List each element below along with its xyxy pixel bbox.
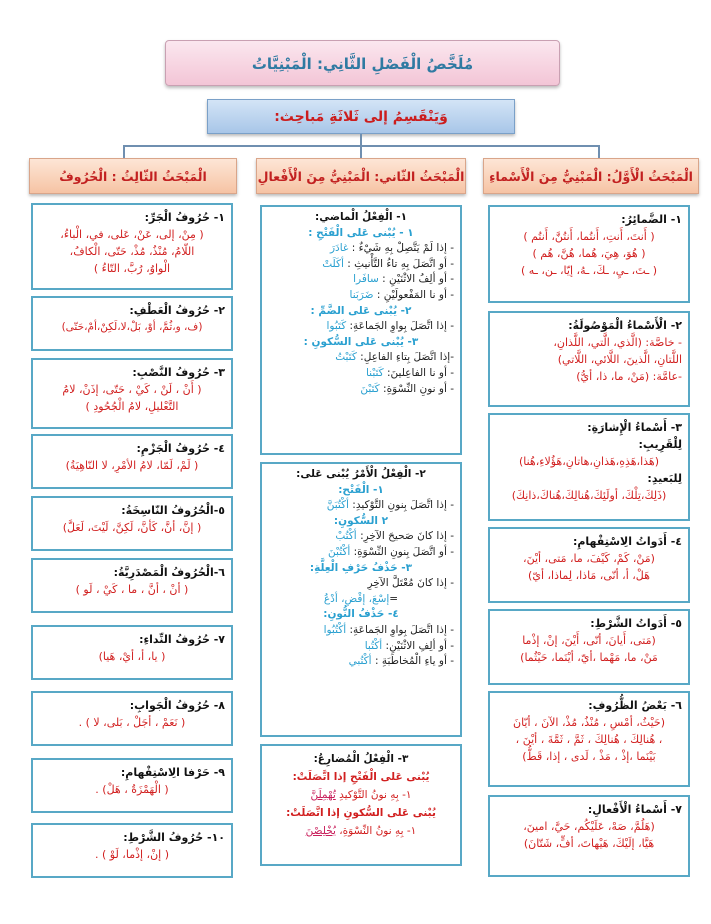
box-line: ( إنَّ، أنَّ، كَأنَّ، لَكِنَّ، لَيْتَ، لَعَلَّ)	[62, 521, 202, 534]
box-heading: ٧- أَسْماءُ الْأَفْعالِ:	[587, 803, 682, 816]
box-line: ( الْهَمْزَةُ ، هَلْ) .	[95, 783, 169, 796]
box-heading: ٨- حُرُوفُ الْجَوابِ:	[129, 699, 225, 712]
far-label: لِلبَعيدِ:	[647, 472, 682, 485]
rule-item: ١- بِهِ نونُ التَّوْكيدِ تُهْمِلَنَّ	[310, 789, 412, 801]
column-header-letters: الْمَبْحَثُ الثّالِثُ : الْحُرُوفُ	[29, 158, 237, 194]
box-heading: ٤- حُرُوفُ الْجَزْمِ:	[136, 442, 225, 455]
connector-line	[360, 145, 362, 158]
box-line: (ذَلِكَ،تِلْكَ، أولَئِكَ،هُنالِكَ،هُناكَ،ذانِكَ)	[511, 489, 667, 502]
rule-heading: يُبْنى عَلى الْفَتْحِ إذا اتَّصَلَتْ:	[292, 771, 430, 783]
box-line: ( يا، أ، أيْ، هَيا)	[98, 650, 166, 663]
box-heading: ٥- أَدَواتُ الشَّرْطِ:	[590, 617, 682, 630]
box-line: ( هُوَ، هِيَ، هُما، هُنَّ، هُم )	[532, 247, 646, 260]
verb-nouns-box	[488, 795, 690, 877]
interrogatives-box	[488, 527, 690, 603]
box-line: (هَذا،هَذِهِ،هَذانِ،هاتانِ،هَؤُلاءِ،هُنا)	[518, 455, 660, 468]
rule-heading: ٢- يُبْنى عَلى الضَّمِّ :	[310, 304, 412, 317]
box-line: ( مِنْ، إلى، عَنْ، عَلى، في، الْباءُ،	[60, 228, 204, 241]
rule-item: - أو اتَّصَلَ بِهِ تاءُ التَّأْنيثِ : أكَلَتْ	[322, 257, 454, 270]
box-heading: ٦- بَعْضُ الظُّرُوفِ:	[588, 699, 682, 712]
box-line: ( أَنْ ، لَنْ ، كَيْ ، حَتّى، إذَنْ، لامُ	[62, 383, 202, 396]
adverbs-box	[488, 691, 690, 787]
rule-item: - أو اتَّصَلَ بِنونِ النِّسْوَةِ: أكْتُبْنَ	[328, 545, 454, 558]
rule-item: - أو نا الفاعِلينَ: كَتَبْنا	[365, 366, 454, 379]
box-heading: ٢- حُرُوفُ الْعَطْفِ:	[129, 304, 225, 317]
box-heading: ١٠- حُرُوفُ الشَّرْطِ:	[123, 831, 225, 844]
near-label: لِلْقَرِيبِ:	[638, 438, 682, 451]
box-line: ( أَنتَ، أَنتِ، أَنتُما، أَنتُنَّ، أَنتُم )	[523, 230, 655, 243]
box-line: التَّعْليلِ، لامُ الْجُحُودِ )	[85, 400, 179, 413]
infinitive-particles-box	[31, 558, 233, 613]
rule-heading: ٣- يُبْنى عَلى السُّكونِ :	[303, 335, 419, 348]
rule-heading: يُبْنى عَلى السُّكونِ إذا اتَّصَلَتْ:	[286, 807, 436, 819]
rule-heading: ٢ السُّكونِ:	[333, 514, 389, 527]
box-line: بَيْنَما ،إذْ ، مَذْ ، لَدى ، إذا، قَطُّ)	[522, 750, 656, 763]
box-heading: ١- الضَّمائِرُ:	[621, 213, 682, 226]
connector-line	[123, 145, 125, 158]
box-line: -عامَّة: (مَنْ، ما، ذا، أيُّ)	[576, 370, 682, 383]
box-heading: ٣- الْفِعْلُ الْمُضارِعُ:	[313, 753, 409, 765]
prepositions-box	[31, 203, 233, 290]
box-heading: ٣- حُرُوفُ النَّصْبِ:	[132, 366, 225, 379]
box-heading: ٥-الْحُرُوفُ النّاسِخَةُ:	[121, 504, 225, 517]
conditional-particles-box	[31, 823, 233, 878]
box-heading: ١- حُرُوفُ الْجَرِّ:	[144, 211, 225, 224]
box-heading: ٢- الْأَسْماءُ الْمَوْصُولَةُ:	[568, 319, 682, 332]
page-subtitle: وَيَنْقَسِمُ إلى ثَلاثَةِ مَباحِث:	[207, 99, 515, 134]
relative-nouns-box	[488, 311, 690, 407]
rule-item: - إذا كانَ مُعْتَلَّ الآخِرِ	[367, 577, 454, 590]
vocative-particles-box	[31, 625, 233, 680]
box-line: (ف، و،ثُمَّ، أوْ، بَلْ،لا،لَكِنْ،أمْ،حَتّى)	[61, 321, 203, 333]
jussive-particles-box	[31, 434, 233, 489]
rule-item: - أو نونِ النِّسْوَةِ: كَتَبْنَ	[360, 382, 454, 395]
box-heading: ١- الْفِعْلُ الْماضي:	[315, 211, 407, 223]
rule-heading: ١ - يُبْنى عَلى الْفَتْحِ :	[308, 226, 414, 239]
box-line: مَنْ، ما، مَهْما ،أيّ، أيْنَما، حَيْثُما)	[520, 651, 658, 664]
past-verb-box	[260, 205, 462, 455]
box-heading: ٧- حُرُوفُ النِّداءِ:	[139, 633, 225, 646]
rule-item: - أو ألِفِ الاثْنَيْنِ: أكْتُبا	[364, 639, 454, 652]
box-line: (حَيْثُ، أمْسِ ، مُنْذُ، مُذْ، الآنَ ، أيّانَ	[512, 716, 666, 729]
interrogative-particles-box	[31, 758, 233, 813]
box-heading: ٤- أَدَواتُ الِاسْتِفْهامِ:	[572, 535, 682, 548]
box-heading: ٦-الْحُرُوفُ الْمَصْدَرِيَّةُ:	[113, 566, 225, 579]
rule-item: - أو ألِفُ الاثْنَيْنِ : سافَرا	[353, 273, 454, 286]
column-header-nouns: الْمَبْحَثُ الْأَوَّلُ: الْمَبْنِيُّ مِنَ الْأَسْماءِ	[483, 158, 699, 194]
box-line: (مَنْ، كَمْ، كَيْفَ، ما، مَتى، أيْنَ،	[523, 552, 655, 565]
rule-item: =إسْعَ، إقْضِ، أدْعُ	[323, 592, 399, 605]
box-line: ، هُنالِكَ ، هُنالِكَ ، ثَمَّ ، ثَمَّةَ ، أيْنَ ،	[515, 733, 663, 746]
column-header-verbs: الْمَبْحَثُ الثّاني: الْمَبْنِيُّ مِنَ الْأَفْعالِ	[256, 158, 466, 194]
rule-item: -إذا اتَّصَلَ بِتاءِ الفاعِلِ: كَتَبْتُ	[335, 351, 454, 364]
box-line: اللّامُ، مُنْذُ، مُذْ، حَتّى، الْكافُ،	[69, 245, 195, 258]
rule-item: ١- بِهِ نونُ النِّسْوَةِ، يُخْلِصْنَ	[305, 825, 417, 837]
present-verb-box	[260, 744, 462, 866]
box-line: ( ـتَ، ـيِ، ـكَ، ـهُ، إيّا، ـن، ـه )	[520, 264, 658, 277]
rule-heading: ٤- حَذْفُ النُّونِ:	[323, 608, 399, 621]
connector-line	[598, 145, 600, 158]
answer-particles-box	[31, 691, 233, 746]
rule-heading: ١- الْفَتْح:	[338, 483, 384, 496]
rule-item: - إذا اتَّصَلَ بِواوِ الجَماعَةِ: كَتَبُوا	[326, 320, 454, 333]
page-title: مُلَخَّصُ الْفَصْلِ الثَّانِي: الْمَبْنِيَّاتُ	[165, 40, 560, 86]
rule-item: - إذا لَمْ يَتَّصِلْ بِهِ شَيْءٌ : غادَرَ	[329, 242, 454, 255]
box-line: ( نَعَمْ ، أجَلْ ، بَلى، لا ) .	[78, 716, 186, 729]
imperative-verb-box	[260, 462, 462, 737]
box-line: - خاصَّة: (الَّذي، الَّتي، اللَّذانِ،	[553, 336, 682, 349]
rule-item: - أو ياءِ الْمُخاطَبَةِ : أكْتُبي	[348, 655, 454, 668]
pronouns-box	[488, 205, 690, 303]
box-line: اللَّتانِ، الَّذينَ، اللَّائي، اللَّاتي)	[557, 353, 682, 366]
rule-heading: ٣- حَذْفُ حَرْفِ الْعِلَّةِ:	[309, 561, 413, 574]
box-heading: ٩- حَرْفا الِاسْتِفْهامِ:	[120, 766, 225, 779]
rule-item: - أو نا المَفْعولَيْنِ : ضَرَبَنا	[349, 288, 454, 301]
box-line: ( لَمْ، لَمّا، لامُ الأمْرِ، لا النّاهِيَةُ)	[65, 459, 199, 472]
abrogating-particles-box	[31, 496, 233, 551]
box-heading: ٢- الْفِعْلُ الْأَمْرُ يُبْنى عَلى:	[296, 468, 426, 480]
box-line: ( أنْ ، أنَّ ، ما ، كَيْ ، لَو )	[75, 583, 189, 596]
box-line: هَيَّا، إلَيْكَ، هَيْهاتَ، أفٍّ، شَتّانَ)	[523, 837, 655, 850]
rule-item: - إذا اتَّصَلَ بِنونِ التَّوْكيدِ: أكْتُبَنَّ	[326, 499, 454, 512]
subjunctive-particles-box	[31, 358, 233, 429]
box-line: الْواوُ، رُبَّ، التّاءُ )	[93, 262, 171, 275]
rule-item: - إذا كانَ صَحيحَ الآخِرِ: أكْتُبْ	[335, 530, 454, 543]
demonstratives-box	[488, 413, 690, 521]
box-heading: ٣- أَسْماءُ الْإِشارَةِ:	[587, 421, 682, 434]
box-line: (هَلُمَّ، صَهْ، عَلَيْكُم، حَيَّ، امينَ،	[523, 820, 655, 833]
box-line: (مَتى، أَيانَ، أنّى، أَيْنَ، إنْ، إذْما	[522, 634, 656, 647]
conditionals-box	[488, 609, 690, 685]
box-line: ( إنْ، إذْما، لَوْ ) .	[94, 848, 170, 861]
box-line: هَلْ، أ، أنّى، مَاذا، لِماذا، أيّ)	[528, 569, 650, 582]
rule-item: - إذا اتَّصَلَ بِواوِ الجَماعَةِ: أكْتُبُوا	[323, 623, 454, 636]
conjunctions-box	[31, 296, 233, 351]
